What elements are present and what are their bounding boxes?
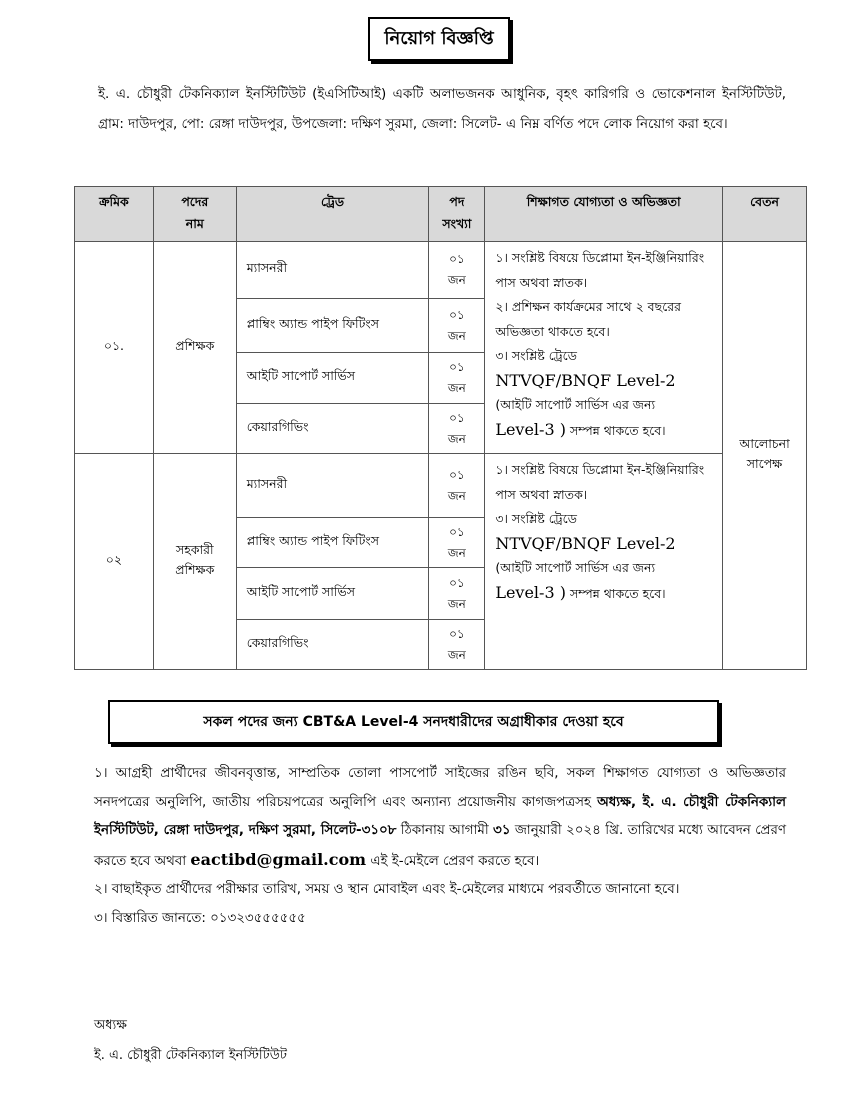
count-cell: ০১ জন xyxy=(429,299,485,353)
trade-cell: কেয়ারগিভিং xyxy=(236,620,429,670)
serial-cell: ০১. xyxy=(75,242,154,454)
qualification-cell: ১। সংশ্লিষ্ট বিষয়ে ডিপ্লোমা ইন-ইঞ্জিনিয়ারিং পাস অথবা স্নাতক। ৩। সংশ্লিষ্ট ট্রেডে NTVQF/BNQF Level-2 (আইটি সাপোর্ট সার্ভিস এর জন্য Level-3 ) সম্পন্ন থাকতে হবে। xyxy=(485,454,723,670)
page-title xyxy=(368,17,510,61)
note-3: ৩। বিস্তারিত জানতে: ০১৩২৩৫৫৫৫৫৫ xyxy=(94,910,306,926)
table-row xyxy=(75,242,807,299)
header-qualification: শিক্ষাগত যোগ্যতা ও অভিজ্ঞতা xyxy=(485,187,723,242)
email-link[interactable]: eactibd@gmail.com xyxy=(190,849,367,869)
qualification-cell: ১। সংশ্লিষ্ট বিষয়ে ডিপ্লোমা ইন-ইঞ্জিনিয়ারিং পাস অথবা স্নাতক। ২। প্রশিক্ষন কার্যক্রমের সাথে ২ বছরের অভিজ্ঞতা থাকতে হবে। ৩। সংশ্লিষ্ট ট্রেডে NTVQF/BNQF Level-2 (আইটি সাপোর্ট সার্ভিস এর জন্য Level-3 ) সম্পন্ন থাকতে হবে। xyxy=(485,242,723,454)
count-cell: ০১ জন xyxy=(429,404,485,454)
vacancy-table xyxy=(74,186,807,670)
count-cell: ০১ জন xyxy=(429,620,485,670)
header-post: পদের নাম xyxy=(153,187,236,242)
table-header-row xyxy=(75,187,807,242)
trade-cell: আইটি সাপোর্ট সার্ভিস xyxy=(236,568,429,620)
post-cell: সহকারী প্রশিক্ষক xyxy=(153,454,236,670)
trade-cell: কেয়ারগিভিং xyxy=(236,404,429,454)
count-cell: ০১ জন xyxy=(429,518,485,568)
trade-cell: প্লাম্বিং অ্যান্ড পাইপ ফিটিংস xyxy=(236,518,429,568)
trade-cell: ম্যাসনরী xyxy=(236,454,429,518)
intro-paragraph: ই. এ. চৌধুরী টেকনিক্যাল ইনস্টিটিউট (ইএসিটিআই) একটি অলাভজনক আধুনিক, বৃহৎ কারিগরি ও ভোকেশনাল ইনস্টিটিউট, গ্রাম: দাউদপুর, পো: রেঙ্গা দাউদপুর, উপজেলা: দক্ষিণ সুরমা, জেলা: সিলেট- এ নিম্ন বর্ণিত পদে লোক নিয়োগ করা হবে। xyxy=(98,87,786,132)
salary-cell: আলোচনা সাপেক্ষ xyxy=(723,242,807,670)
signature-institute: ই. এ. চৌধুরী টেকনিক্যাল ইনস্টিটিউট xyxy=(94,1048,287,1063)
count-cell: ০১ জন xyxy=(429,568,485,620)
trade-cell: প্লাম্বিং অ্যান্ড পাইপ ফিটিংস xyxy=(236,299,429,353)
note-1: ১। আগ্রহী প্রার্থীদের জীবনবৃত্তান্ত, সাম্প্রতিক তোলা পাসপোর্ট সাইজের রঙিন ছবি, সকল শিক্ষাগত যোগ্যতা ও অভিজ্ঞতার সনদপত্রের অনুলিপি, জাতীয় পরিচয়পত্রের অনুলিপি এবং অন্যান্য প্রয়োজনীয় কাগজপত্রসহ অধ্যক্ষ, ই. এ. চৌধুরী টেকনিক্যাল ইনস্টিটিউট, রেঙ্গা দাউদপুর, দক্ষিণ সুরমা, সিলেট-৩১০৮ ঠিকানায় আগামী ৩১ জানুয়ারী ২০২৪ খ্রি. তারিখের মধ্যে আবেদন প্রেরণ করতে হবে অথবা eactibd@gmail.com এই ই-মেইলে প্রেরণ করতে হবে। xyxy=(94,766,787,869)
table-row xyxy=(75,454,807,518)
deadline-day: ৩১ xyxy=(493,823,511,838)
count-cell: ০১ জন xyxy=(429,353,485,404)
title-text: নিয়োগ বিজ্ঞপ্তি xyxy=(384,27,494,49)
note-2: ২। বাছাইকৃত প্রার্থীদের পরীক্ষার তারিখ, সময় ও স্থান মোবাইল এবং ই-মেইলের মাধ্যমে পরবর্তীতে জানানো হবে। xyxy=(94,882,680,897)
priority-notice-text: সকল পদের জন্য CBT&A Level-4 সনদধারীদের অগ্রাধীকার দেওয়া হবে xyxy=(203,714,624,730)
header-trade: ট্রেড xyxy=(236,187,429,242)
priority-notice xyxy=(108,700,719,744)
header-salary: বেতন xyxy=(723,187,807,242)
count-cell: ০১ জন xyxy=(429,242,485,299)
count-cell: ০১ জন xyxy=(429,454,485,518)
header-count: পদ সংখ্যা xyxy=(429,187,485,242)
instructions xyxy=(94,760,786,933)
header-serial: ক্রমিক xyxy=(75,187,154,242)
serial-cell: ০২ xyxy=(75,454,154,670)
signature-role: অধ্যক্ষ xyxy=(94,1018,127,1033)
trade-cell: আইটি সাপোর্ট সার্ভিস xyxy=(236,353,429,404)
trade-cell: ম্যাসনরী xyxy=(236,242,429,299)
post-cell: প্রশিক্ষক xyxy=(153,242,236,454)
address-bold: অধ্যক্ষ, ই. এ. চৌধুরী টেকনিক্যাল ইনস্টিটিউট, রেঙ্গা দাউদপুর, দক্ষিণ সুরমা, সিলেট-৩১০৮ xyxy=(94,794,787,838)
